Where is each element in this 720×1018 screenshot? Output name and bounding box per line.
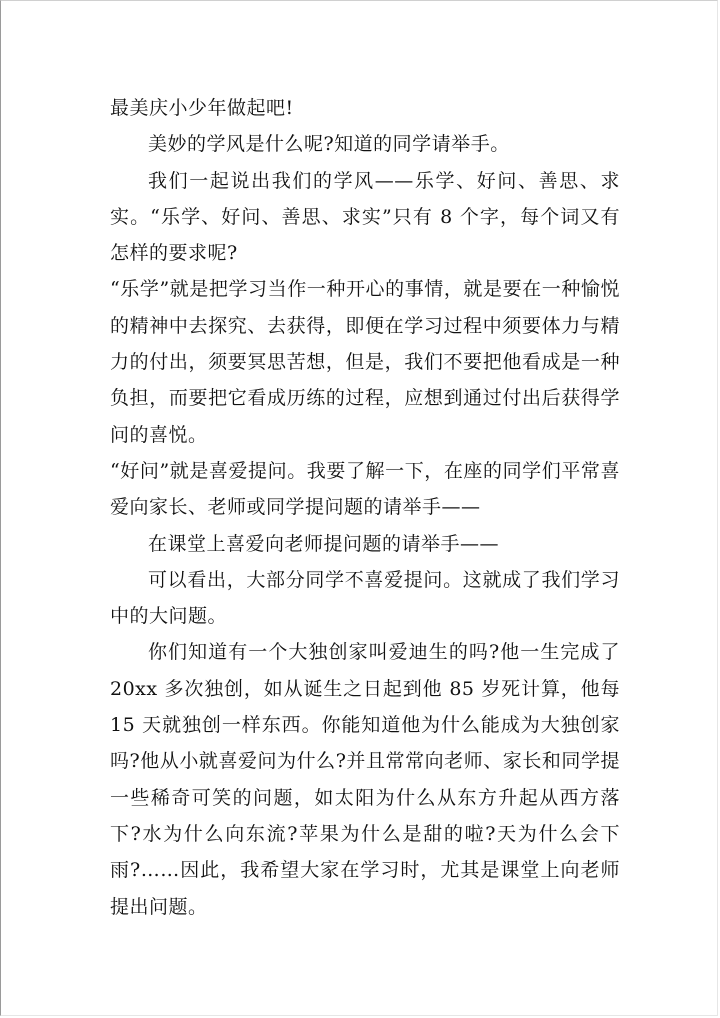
paragraph: 你们知道有一个大独创家叫爱迪生的吗?他一生完成了 20xx 多次独创，如从诞生之日起到他 85 岁死计算，他每 15 天就独创一样东西。你能知道他为什么能成为大独创家吗?他从小就喜爱问为什么?并且常常向老师、家长和同学提一些稀奇可笑的问题，如太阳为什么从东方升起从西方落下?水为什么向东流?苹果为什么是甜的啦?天为什么会下雨?……因此，我希望大家在学习时，尤其是课堂上向老师提出问题。 — [110, 641, 620, 918]
paragraph: 在课堂上喜爱向老师提问题的请举手—— — [148, 532, 500, 555]
document-body — [110, 90, 620, 925]
paragraph: 最美庆小少年做起吧! — [110, 97, 294, 119]
paragraph: 可以看出，大部分同学不喜爱提问。这就成了我们学习中的大问题。 — [110, 568, 620, 628]
paragraph: “乐学”就是把学习当作一种开心的事情，就是要在一种愉悦的精神中去探究、去获得，即便在学习过程中须要体力与精力的付出，须要冥思苦想，但是，我们不要把他看成是一种负担，而要把它看成历练的过程，应想到通过付出后获得学问的喜悦。 — [110, 278, 620, 446]
paragraph: “好问”就是喜爱提问。我要了解一下，在座的同学们平常喜爱向家长、老师或同学提问题的请举手—— — [110, 459, 620, 519]
paragraph: 美妙的学风是什么呢?知道的同学请举手。 — [148, 133, 510, 156]
paragraph: 我们一起说出我们的学风——乐学、好问、善思、求实。“乐学、好问、善思、求实”只有 8 个字，每个词又有怎样的要求呢? — [110, 169, 620, 265]
